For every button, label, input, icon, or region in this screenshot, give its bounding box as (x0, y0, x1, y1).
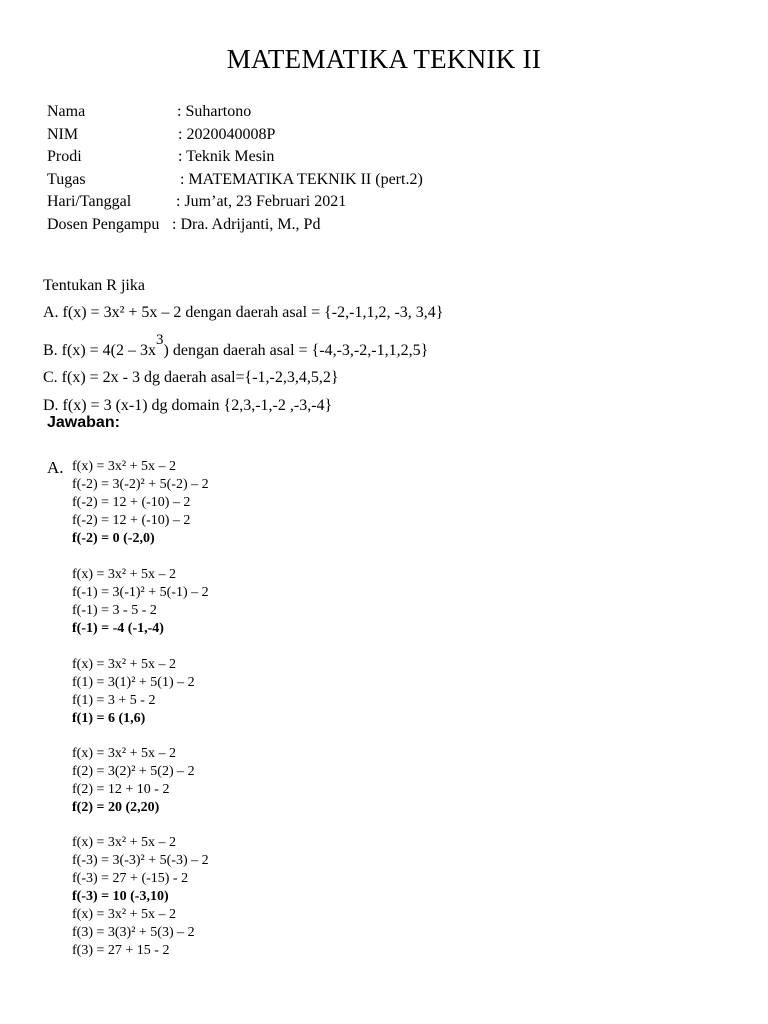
info-label: Prodi (47, 148, 82, 165)
calc-line: f(x) = 3x² + 5x – 2 (72, 657, 176, 672)
info-row-hari-tanggal (47, 193, 131, 211)
calc-line: f(-2) = 3(-2)² + 5(-2) – 2 (72, 477, 209, 492)
question-b-exponent: 3 (156, 332, 164, 348)
info-value: : Dra. Adrijanti, M., Pd (172, 216, 321, 233)
info-value: : Suhartono (177, 103, 252, 120)
calc-line: f(x) = 3x² + 5x – 2 (72, 567, 176, 582)
info-row-nama (47, 103, 85, 121)
calc-line: f(2) = 12 + 10 - 2 (72, 782, 170, 797)
info-label: Dosen Pengampu (47, 216, 160, 233)
question-c: C. f(x) = 2x - 3 dg daerah asal={-1,-2,3,4,5,2} (43, 369, 339, 386)
calc-line: f(-1) = 3 - 5 - 2 (72, 603, 157, 618)
calc-line: f(-3) = 3(-3)² + 5(-3) – 2 (72, 853, 209, 868)
calc-line: f(x) = 3x² + 5x – 2 (72, 746, 176, 761)
calc-result: f(2) = 20 (2,20) (72, 800, 160, 815)
info-row-dosen (47, 216, 159, 234)
calc-line: f(x) = 3x² + 5x – 2 (72, 907, 176, 922)
document-title: MATEMATIKA TEKNIK II (226, 44, 542, 74)
info-label: NIM (47, 126, 79, 143)
info-value: : MATEMATIKA TEKNIK II (pert.2) (180, 171, 423, 188)
calc-line: f(-3) = 27 + (-15) - 2 (72, 871, 189, 886)
calc-line: f(3) = 3(3)² + 5(3) – 2 (72, 925, 195, 940)
question-d: D. f(x) = 3 (x-1) dg domain {2,3,-1,-2 ,-3,-4} (43, 397, 333, 414)
question-b-domain: ) dengan daerah asal = {-4,-3,-2,-1,1,2,5} (163, 342, 429, 359)
calc-result: f(-1) = -4 (-1,-4) (72, 621, 164, 636)
calc-line: f(-1) = 3(-1)² + 5(-1) – 2 (72, 585, 209, 600)
calc-line: f(-2) = 12 + (-10) – 2 (72, 513, 191, 528)
calc-result: f(-2) = 0 (-2,0) (72, 531, 155, 546)
calc-line: f(1) = 3(1)² + 5(1) – 2 (72, 675, 195, 690)
calc-line: f(2) = 3(2)² + 5(2) – 2 (72, 764, 195, 779)
info-label: Tugas (47, 171, 86, 188)
question-b (43, 332, 429, 360)
calc-line: f(-2) = 12 + (-10) – 2 (72, 495, 191, 510)
answer-letter: A. (47, 458, 64, 477)
calc-result: f(1) = 6 (1,6) (72, 711, 146, 726)
info-value: : Jum’at, 23 Februari 2021 (176, 193, 347, 210)
calc-line: f(1) = 3 + 5 - 2 (72, 693, 156, 708)
calc-result: f(-3) = 10 (-3,10) (72, 889, 169, 904)
answer-heading: Jawaban: (47, 414, 120, 431)
question-intro: Tentukan R jika (43, 277, 145, 294)
calc-line: f(3) = 27 + 15 - 2 (72, 943, 170, 958)
question-b-text: B. f(x) = 4(2 – 3x (43, 342, 157, 359)
info-row-nim (47, 126, 78, 144)
info-label: Nama (47, 103, 86, 120)
calc-line: f(x) = 3x² + 5x – 2 (72, 835, 176, 850)
info-row-prodi (47, 148, 82, 166)
info-row-tugas (47, 171, 86, 189)
calc-line: f(x) = 3x² + 5x – 2 (72, 459, 176, 474)
info-value: : Teknik Mesin (178, 148, 275, 165)
question-a: A. f(x) = 3x² + 5x – 2 dengan daerah asal = {-2,-1,1,2, -3, 3,4} (43, 304, 444, 321)
info-label: Hari/Tanggal (47, 193, 132, 210)
info-value: : 2020040008P (178, 126, 276, 143)
